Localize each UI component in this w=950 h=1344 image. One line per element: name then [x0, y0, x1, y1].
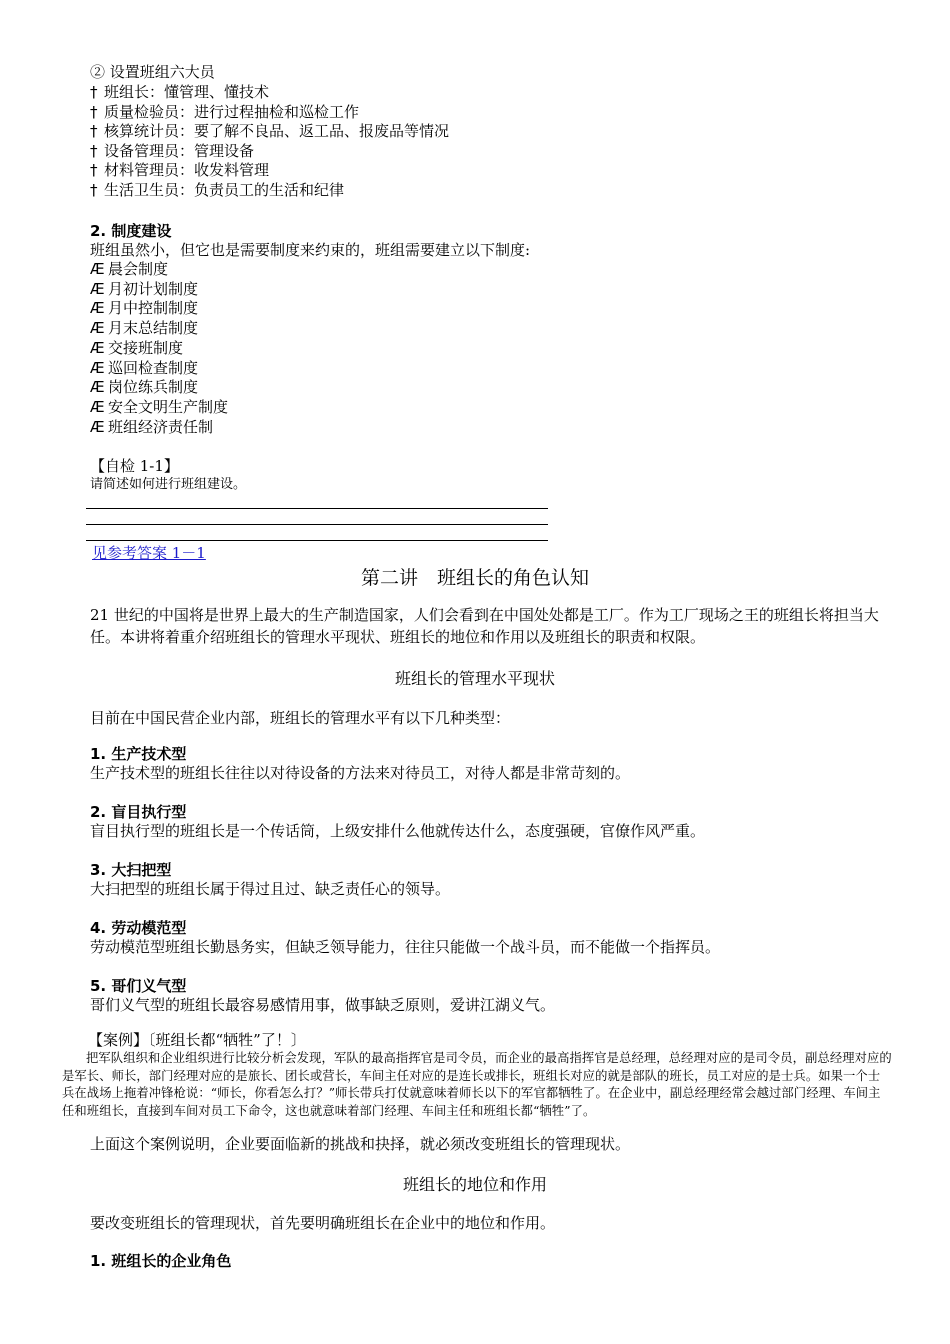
roles-heading: ② 设置班组六大员: [90, 63, 215, 81]
system-list-item-text: 交接班制度: [108, 338, 184, 357]
case-text: 把军队组织和企业组织进行比较分析会发现，军队的最高指挥官是司令员，而企业的最高指挥官是总经理，总经理对应的是司令员，副总经理对应的是军长、师长，部门经理对应的是旅长、团长或营长，车间主任对应的是连长或排长，班组长对应的就是部队的班长，员工对应的是士兵。如果一个士兵在战场上拖着冲锋枪说：“师长，你看怎么打？”师长带兵打仗就意味着师长以下的军官都牺牲了。在企业中，副总经理经常会越过部门经理、车间主任和班组长，直接到车间对员工下命令，这也就意味着部门经理、车间主任和班组长都“牺牲”了。: [62, 1051, 892, 1118]
system-list-item-text: 岗位练兵制度: [108, 378, 199, 397]
type-heading: 2. 盲目执行型: [90, 803, 187, 821]
answer-line-2[interactable]: [86, 524, 548, 525]
roles-list-item: [90, 121, 449, 141]
lecture-intro: [90, 604, 890, 648]
system-list-item: [90, 259, 168, 279]
roles-list-item: [90, 82, 269, 102]
roles-list-item: [90, 180, 344, 200]
system-list-item-text: 安全文明生产制度: [108, 397, 229, 416]
answer-line-1[interactable]: [86, 508, 548, 509]
dagger-bullet-icon: †: [90, 102, 98, 121]
roles-list-item-text: 设备管理员：管理设备: [104, 141, 255, 160]
status-title: 班组长的管理水平现状: [394, 669, 555, 688]
ae-bullet-icon: Æ: [90, 417, 105, 436]
lecture-title: 第二讲 班组长的角色认知: [360, 567, 589, 589]
roles-list-item-text: 质量检验员：进行过程抽检和巡检工作: [104, 102, 360, 121]
type-heading: 3. 大扫把型: [90, 861, 172, 879]
roles-list-item: [90, 102, 359, 122]
dagger-bullet-icon: †: [90, 141, 98, 160]
dagger-bullet-icon: †: [90, 83, 98, 101]
roles-list-item-text: 材料管理员：收发料管理: [104, 161, 270, 180]
system-list-item: [90, 318, 198, 338]
system-list-item: [90, 338, 183, 358]
roles-list-item-text: 核算统计员：要了解不良品、返工品、报废品等情况: [104, 122, 450, 141]
ae-bullet-icon: Æ: [90, 319, 105, 338]
roles-list-item-text: 班组长：懂管理、懂技术: [104, 83, 270, 101]
system-list-item: [90, 397, 228, 417]
roles-list-item: [90, 160, 269, 180]
type-heading: 5. 哥们义气型: [90, 977, 187, 995]
dagger-bullet-icon: †: [90, 181, 98, 199]
ae-bullet-icon: Æ: [90, 397, 105, 416]
type-heading: 4. 劳动模范型: [90, 919, 187, 937]
system-heading: 2. 制度建设: [90, 222, 172, 240]
system-list-item-text: 晨会制度: [108, 260, 169, 278]
system-list-item: [90, 279, 198, 299]
system-list-item-text: 月中控制制度: [108, 299, 199, 318]
ae-bullet-icon: Æ: [90, 358, 105, 377]
system-list-item: [90, 417, 213, 437]
type-description: 盲目执行型的班组长是一个传话筒，上级安排什么他就传达什么，态度强硬，官僚作风严重。: [90, 822, 706, 840]
ae-bullet-icon: Æ: [90, 279, 105, 298]
case-conclusion: 上面这个案例说明，企业要面临新的挑战和抉择，就必须改变班组长的管理现状。: [90, 1135, 631, 1153]
roles-list-item: [90, 141, 254, 161]
case-label: 【案例】〔班组长都“牺牲”了！〕: [88, 1031, 306, 1049]
system-list-item: [90, 377, 198, 397]
type-heading: 1. 生产技术型: [90, 745, 187, 763]
status-intro: 目前在中国民营企业内部，班组长的管理水平有以下几种类型：: [90, 709, 511, 727]
selfcheck-label: 【自检 1-1】: [90, 457, 179, 475]
ae-bullet-icon: Æ: [90, 378, 105, 397]
answer-reference-link[interactable]: 见参考答案 1－1: [92, 544, 206, 562]
dagger-bullet-icon: †: [90, 122, 98, 141]
lecture-intro-text: 21 世纪的中国将是世界上最大的生产制造国家，人们会看到在中国处处都是工厂。作为工厂现场之王的班组长将担当大任。本讲将着重介绍班组长的管理水平现状、班组长的地位和作用以及班组长的职责和权限。: [90, 606, 879, 646]
system-list-item-text: 巡回检查制度: [108, 358, 199, 377]
ae-bullet-icon: Æ: [90, 299, 105, 318]
type-description: 生产技术型的班组长往往以对待设备的方法来对待员工，对待人都是非常苛刻的。: [90, 764, 631, 782]
type-description: 劳动模范型班组长勤恳务实，但缺乏领导能力，往往只能做一个战斗员，而不能做一个指挥员。: [90, 938, 721, 956]
system-list-item: [90, 358, 198, 378]
selfcheck-question: 请简述如何进行班组建设。: [90, 477, 247, 492]
position-subheading: 1. 班组长的企业角色: [90, 1252, 232, 1270]
system-list-item-text: 月初计划制度: [108, 279, 199, 298]
ae-bullet-icon: Æ: [90, 260, 105, 278]
system-list-item: [90, 298, 198, 318]
system-intro: 班组虽然小，但它也是需要制度来约束的，班组需要建立以下制度:: [90, 241, 531, 259]
position-intro: 要改变班组长的管理现状，首先要明确班组长在企业中的地位和作用。: [90, 1214, 556, 1232]
system-list-item-text: 月末总结制度: [108, 319, 199, 338]
system-list-item-text: 班组经济责任制: [108, 417, 214, 436]
roles-list-item-text: 生活卫生员：负责员工的生活和纪律: [104, 181, 345, 199]
type-description: 哥们义气型的班组长最容易感情用事，做事缺乏原则，爱讲江湖义气。: [90, 996, 556, 1014]
ae-bullet-icon: Æ: [90, 338, 105, 357]
answer-line-3[interactable]: [86, 540, 548, 541]
type-description: 大扫把型的班组长属于得过且过、缺乏责任心的领导。: [90, 880, 451, 898]
dagger-bullet-icon: †: [90, 161, 98, 180]
position-title: 班组长的地位和作用: [402, 1175, 547, 1194]
